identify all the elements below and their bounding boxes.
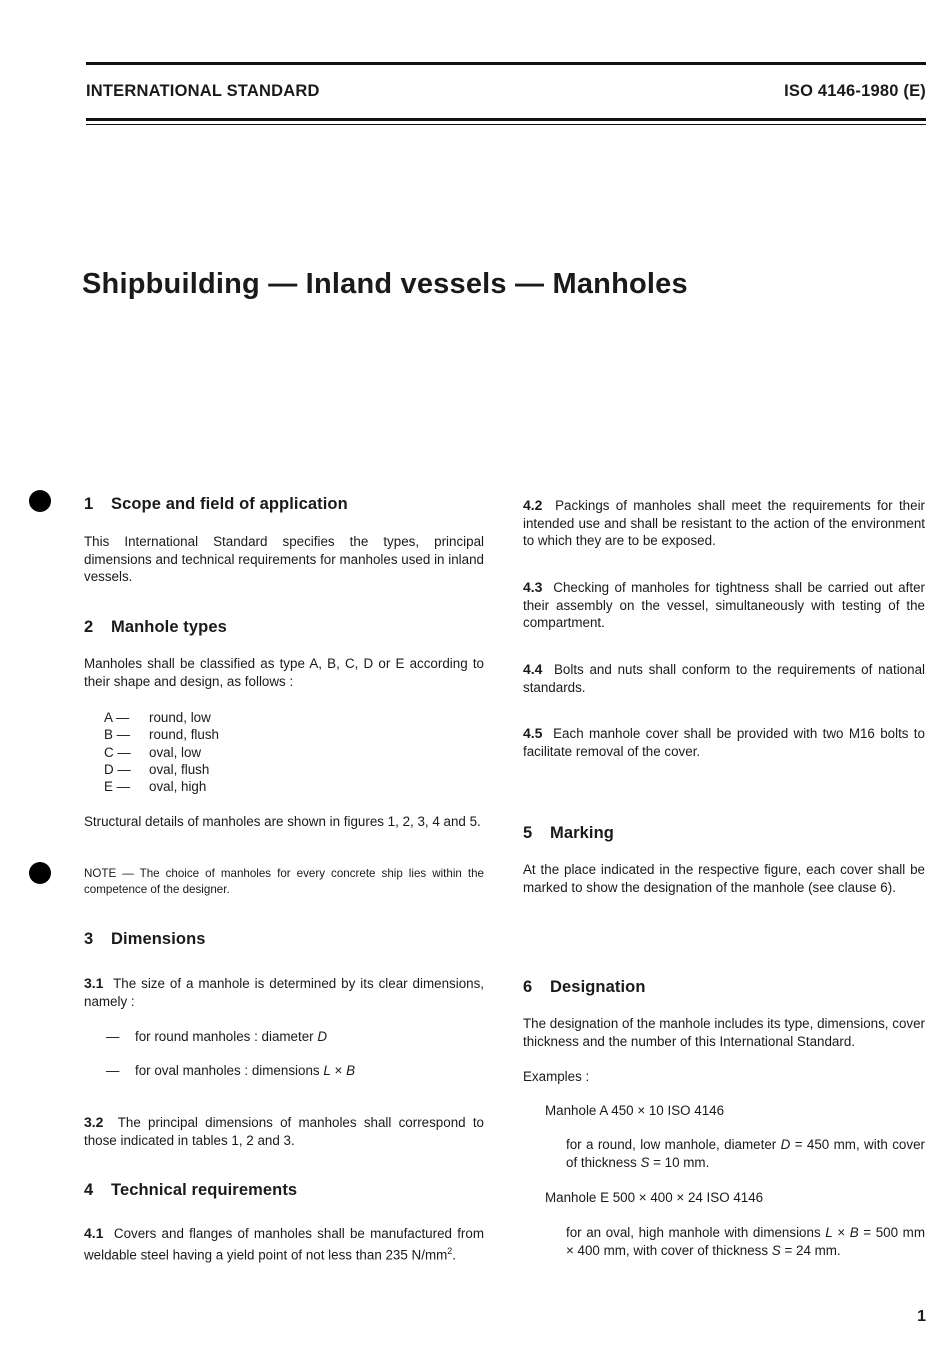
header-right: ISO 4146-1980 (E) — [784, 82, 926, 100]
para-4-3: 4.3 Checking of manholes for tightness shall be carried out after their assembly on the vessel, simultaneously with testing of the compartment. — [523, 579, 925, 631]
para-4-5: 4.5 Each manhole cover shall be provided with two M16 bolts to facilitate removal of the cover. — [523, 725, 925, 759]
type-row: C — oval, low — [104, 745, 202, 760]
page-number: 1 — [917, 1308, 926, 1325]
section-1-heading: 1 Scope and field of application — [84, 495, 348, 513]
section-5-text: At the place indicated in the respective figure, each cover shall be marked to show the designation of the manhole (see clause 6). — [523, 862, 925, 895]
para-4-4: 4.4 Bolts and nuts shall conform to the requirements of national standards. — [523, 661, 925, 695]
margin-bullet — [29, 490, 51, 512]
section-6-heading: 6 Designation — [523, 978, 646, 996]
section-2-structural: Structural details of manholes are shown in figures 1, 2, 3, 4 and 5. — [84, 814, 481, 829]
header-left: INTERNATIONAL STANDARD — [86, 82, 320, 100]
section-3-heading: 3 Dimensions — [84, 930, 206, 948]
section-1-text: This International Standard specifies the types, principal dimensions and technical requirements for manholes used in inland vessels. — [84, 534, 484, 585]
para-4-1: 4.1 Covers and flanges of manholes shall be manufactured from weldable steel having a yield point of not less than 235 $N/mm^2$. — [84, 1225, 484, 1263]
example-1: Manhole A 450 × 10 ISO 4146 — [545, 1103, 725, 1118]
section-2-intro: Manholes shall be classified as type A, B, C, D or E according to their shape and design, as follows : — [84, 656, 484, 689]
para-3-1: 3.1 The size of a manhole is determined by its clear dimensions, namely : — [84, 975, 485, 1009]
page-title: Shipbuilding — Inland vessels — Manholes — [82, 268, 688, 300]
right-column — [523, 0, 923, 1360]
para-4-2: 4.2 Packings of manholes shall meet the requirements for their intended use and shall be resistant to the action of the environment to which they are to be exposed. — [523, 497, 925, 549]
dimension-item-oval: — for oval manholes : dimensions L × B — [106, 1063, 356, 1078]
example-1-description: for a round, low manhole, diameter D = 450 mm, with cover of thickness S = 10 mm. — [566, 1137, 925, 1170]
type-row: D — oval, flush — [104, 762, 210, 777]
section-4-heading: 4 Technical requirements — [84, 1181, 298, 1199]
margin-bullet — [29, 862, 51, 884]
example-2-description: for an oval, high manhole with dimensions L × B = 500 mm × 400 mm, with cover of thickness S = 24 mm. — [566, 1225, 925, 1258]
section-6-text: The designation of the manhole includes its type, dimensions, cover thickness and the number of this International Standard. — [523, 1016, 925, 1049]
section-2-note: NOTE — The choice of manholes for every concrete ship lies within the competence of the designer. — [84, 867, 484, 896]
section-2-heading: 2 Manhole types — [84, 618, 227, 636]
type-row: A — round, low — [104, 710, 211, 725]
dimension-item-round: — for round manholes : diameter D — [106, 1029, 328, 1044]
example-2: Manhole E 500 × 400 × 24 ISO 4146 — [545, 1190, 764, 1205]
section-5-heading: 5 Marking — [523, 824, 614, 842]
left-column — [84, 0, 484, 1360]
para-3-2: 3.2 The principal dimensions of manholes shall correspond to those indicated in tables 1, 2 and 3. — [84, 1114, 484, 1148]
examples-label: Examples : — [523, 1069, 590, 1084]
type-row: B — round, flush — [104, 727, 219, 742]
type-row: E — oval, high — [104, 779, 207, 794]
